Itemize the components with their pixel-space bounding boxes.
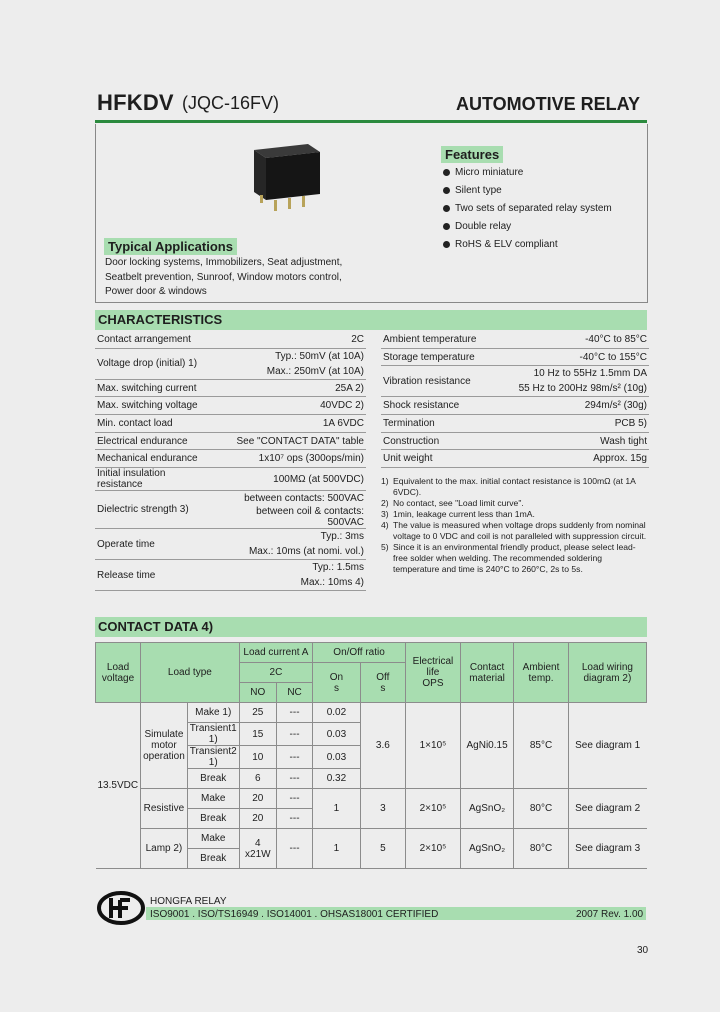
spec-label: Initial insulation resistance: [95, 468, 215, 491]
table-row: [96, 829, 647, 849]
spec-label: Voltage drop (initial) 1): [95, 348, 215, 379]
certifications: ISO9001 . ISO/TS16949 . ISO14001 . OHSAS18001 CERTIFIED: [150, 909, 439, 920]
on-cell: 0.02: [313, 703, 361, 723]
no-cell: 4 x21W: [239, 829, 276, 869]
on-cell: 1: [313, 829, 361, 869]
feature-text: Silent type: [455, 185, 502, 196]
header-ambient-temp: Ambient temp.: [514, 643, 569, 703]
header-off-label: Off: [376, 671, 390, 683]
note-item: [381, 520, 649, 542]
feature-item: [443, 238, 612, 256]
table-row: [95, 331, 366, 348]
table-row: [95, 491, 366, 507]
spec-value: Typ.: 1.5ms: [312, 562, 364, 574]
material-cell: AgSnO₂: [460, 789, 513, 829]
spec-value: -40°C to 85°C: [495, 331, 649, 348]
spec-value: 1A 6VDC: [215, 415, 366, 433]
table-row: [381, 415, 649, 433]
off-cell: 3: [360, 789, 405, 829]
note-item: [381, 509, 649, 520]
table-row: [96, 703, 647, 723]
note-item: [381, 542, 649, 575]
table-row: [95, 529, 366, 545]
life-cell: 2×10⁵: [405, 789, 460, 829]
header-on-unit: s: [333, 682, 339, 694]
no-cell: 10: [239, 746, 276, 769]
applications-title: Typical Applications: [104, 238, 237, 255]
no-cell: 20: [239, 809, 276, 829]
header-nc: NC: [276, 683, 312, 703]
load-type-cell: Resistive: [141, 789, 188, 829]
table-row: [381, 397, 649, 415]
spec-value: See "CONTACT DATA" table: [215, 432, 366, 450]
spec-value: between contacts: 500VAC: [244, 493, 364, 505]
bullet-icon: [443, 223, 450, 230]
note-key: 4): [381, 520, 389, 530]
contact-data-table: [95, 642, 647, 869]
spec-label: Termination: [381, 415, 495, 433]
characteristics-right-table: [381, 331, 649, 468]
feature-item: [443, 202, 612, 220]
feature-item: [443, 220, 612, 238]
header-load-current: Load current A: [239, 643, 313, 663]
note-item: [381, 476, 649, 498]
header-2c: 2C: [239, 663, 313, 683]
feature-text: Micro miniature: [455, 167, 524, 178]
spec-label: Shock resistance: [381, 397, 495, 415]
load-voltage-cell: 13.5VDC: [96, 703, 141, 869]
feature-item: [443, 184, 612, 202]
spec-value: 2C: [215, 331, 366, 348]
header-no: NO: [239, 683, 276, 703]
off-cell: 5: [360, 829, 405, 869]
life-cell: 1×10⁵: [405, 703, 460, 789]
table-row: [381, 432, 649, 450]
spec-value: Typ.: 3ms: [320, 531, 364, 543]
diagram-cell: See diagram 1: [568, 703, 646, 789]
nc-cell: ---: [276, 746, 312, 769]
application-line: Power door & windows: [105, 286, 207, 297]
spec-label: Mechanical endurance: [95, 450, 215, 468]
no-cell: 6: [239, 769, 276, 789]
sub-type-cell: Break: [187, 809, 239, 829]
nc-cell: ---: [276, 769, 312, 789]
life-cell: 2×10⁵: [405, 829, 460, 869]
header-onoff: On/Off ratio: [313, 643, 406, 663]
category-title: AUTOMOTIVE RELAY: [455, 94, 640, 114]
on-cell: 0.32: [313, 769, 361, 789]
page-number: 30: [637, 945, 649, 956]
feature-text: RoHS & ELV compliant: [455, 239, 558, 250]
header-contact-material: Contact material: [460, 643, 513, 703]
spec-value: 10 Hz to 55Hz 1.5mm DA: [533, 368, 647, 380]
applications-text: [105, 256, 365, 300]
off-cell: 3.6: [360, 703, 405, 789]
spec-value: PCB 5): [495, 415, 649, 433]
temp-cell: 85°C: [514, 703, 569, 789]
spec-value: 1x10⁷ ops (300ops/min): [215, 450, 366, 468]
spec-label: Electrical endurance: [95, 432, 215, 450]
spec-value: between coil & contacts: 500VAC: [215, 506, 366, 529]
temp-cell: 80°C: [514, 829, 569, 869]
no-cell: 20: [239, 789, 276, 809]
spec-label: Vibration resistance: [381, 366, 495, 397]
on-cell: 1: [313, 789, 361, 829]
header-on-label: On: [329, 671, 344, 683]
spec-label: Operate time: [95, 529, 215, 560]
sub-type-cell: Transient1 1): [187, 723, 239, 746]
diagram-cell: See diagram 3: [568, 829, 646, 869]
table-row: [95, 468, 366, 491]
bullet-icon: [443, 241, 450, 248]
spec-label: Storage temperature: [381, 348, 495, 366]
note-text: 1min, leakage current less than 1mA.: [393, 509, 535, 519]
table-row: [95, 432, 366, 450]
spec-value: Typ.: 50mV (at 10A): [275, 350, 364, 362]
spec-label: Dielectric strength 3): [95, 491, 215, 529]
hongfa-logo-icon: [96, 891, 146, 925]
model-title: HFKDV: [97, 90, 174, 115]
sub-type-cell: Make: [187, 829, 239, 849]
contact-data-header: CONTACT DATA 4): [95, 617, 647, 637]
note-key: 1): [381, 476, 389, 486]
feature-item: [443, 166, 612, 184]
note-item: [381, 498, 649, 509]
sub-type-cell: Break: [187, 769, 239, 789]
sub-type-cell: Make 1): [187, 703, 239, 723]
bullet-icon: [443, 187, 450, 194]
relay-product-image: [248, 140, 326, 212]
table-row: [95, 379, 366, 397]
material-cell: AgNi0.15: [460, 703, 513, 789]
spec-value: 55 Hz to 200Hz 98m/s² (10g): [495, 381, 649, 397]
table-row: [95, 415, 366, 433]
header-load-voltage: Load voltage: [96, 643, 141, 703]
note-text: Equivalent to the max. initial contact resistance is 100mΩ (at 1A 6VDC).: [393, 476, 636, 497]
spec-value: Max.: 10ms (at nomi. vol.): [215, 544, 366, 560]
header-on: [313, 663, 361, 703]
header-electrical-life: [405, 643, 460, 703]
note-text: No contact, see "Load limit curve".: [393, 498, 524, 508]
temp-cell: 80°C: [514, 789, 569, 829]
header-off: [360, 663, 405, 703]
bullet-icon: [443, 205, 450, 212]
header-rule: [95, 120, 647, 123]
features-list: [443, 166, 612, 256]
spec-label: Contact arrangement: [95, 331, 215, 348]
header-off-unit: s: [380, 682, 386, 694]
on-cell: 0.03: [313, 746, 361, 769]
spec-value: -40°C to 155°C: [495, 348, 649, 366]
application-line: Door locking systems, Immobilizers, Seat adjustment,: [105, 257, 343, 268]
header-electrical-life-unit: OPS: [422, 678, 444, 689]
header-electrical-life-label: Electrical life: [412, 656, 454, 678]
table-row: [96, 789, 647, 809]
spec-value: Approx. 15g: [495, 450, 649, 468]
spec-label: Ambient temperature: [381, 331, 495, 348]
on-cell: 0.03: [313, 723, 361, 746]
table-row: [95, 450, 366, 468]
feature-text: Two sets of separated relay system: [455, 203, 612, 214]
spec-value: Wash tight: [495, 432, 649, 450]
spec-value: 25A 2): [215, 379, 366, 397]
nc-cell: ---: [276, 723, 312, 746]
nc-cell: ---: [276, 789, 312, 809]
spec-label: Release time: [95, 560, 215, 591]
spec-label: Max. switching voltage: [95, 397, 215, 415]
spec-value: Max.: 250mV (at 10A): [215, 364, 366, 380]
revision: 2007 Rev. 1.00: [576, 909, 644, 920]
load-type-cell: Lamp 2): [141, 829, 188, 869]
table-row: [95, 397, 366, 415]
spec-value: 100MΩ (at 500VDC): [215, 468, 366, 491]
table-row: [95, 348, 366, 364]
table-row: [381, 331, 649, 348]
nc-cell: ---: [276, 829, 312, 869]
spec-value: 40VDC 2): [215, 397, 366, 415]
table-row: [381, 450, 649, 468]
no-cell: 15: [239, 723, 276, 746]
sub-type-cell: Break: [187, 849, 239, 869]
company-name: HONGFA RELAY: [150, 896, 227, 907]
diagram-cell: See diagram 2: [568, 789, 646, 829]
spec-label: Construction: [381, 432, 495, 450]
header-load-type: Load type: [141, 643, 240, 703]
spec-value: Max.: 10ms 4): [215, 575, 366, 591]
material-cell: AgSnO₂: [460, 829, 513, 869]
alt-model: (JQC-16FV): [182, 93, 280, 113]
note-text: Since it is an environmental friendly product, please select lead-free solder when welding. The recommended soldering temperature and time is 240°C to 260°C, 2s to 5s.: [393, 542, 636, 574]
spec-value: 294m/s² (30g): [495, 397, 649, 415]
note-key: 5): [381, 542, 389, 552]
sub-type-cell: Transient2 1): [187, 746, 239, 769]
note-key: 3): [381, 509, 389, 519]
load-type-cell: Simulate motor operation: [141, 703, 188, 789]
bullet-icon: [443, 169, 450, 176]
spec-label: Unit weight: [381, 450, 495, 468]
features-title: Features: [441, 146, 503, 163]
spec-label: Max. switching current: [95, 379, 215, 397]
table-header-row: [96, 643, 647, 663]
characteristics-header: CHARACTERISTICS: [95, 310, 647, 330]
no-cell: 25: [239, 703, 276, 723]
table-row: [381, 366, 649, 382]
spec-label: Min. contact load: [95, 415, 215, 433]
table-row: [95, 560, 366, 576]
application-line: Seatbelt prevention, Sunroof, Window motors control,: [105, 271, 342, 283]
characteristics-left-table: [95, 331, 366, 591]
nc-cell: ---: [276, 809, 312, 829]
table-row: [381, 348, 649, 366]
note-text: The value is measured when voltage drops suddenly from nominal voltage to 0 VDC and coil is not paralleled with suppression circuit.: [393, 520, 647, 541]
note-key: 2): [381, 498, 389, 508]
header-wiring-diagram: Load wiring diagram 2): [568, 643, 646, 703]
nc-cell: ---: [276, 703, 312, 723]
sub-type-cell: Make: [187, 789, 239, 809]
feature-text: Double relay: [455, 221, 512, 232]
characteristics-notes: [381, 476, 649, 575]
